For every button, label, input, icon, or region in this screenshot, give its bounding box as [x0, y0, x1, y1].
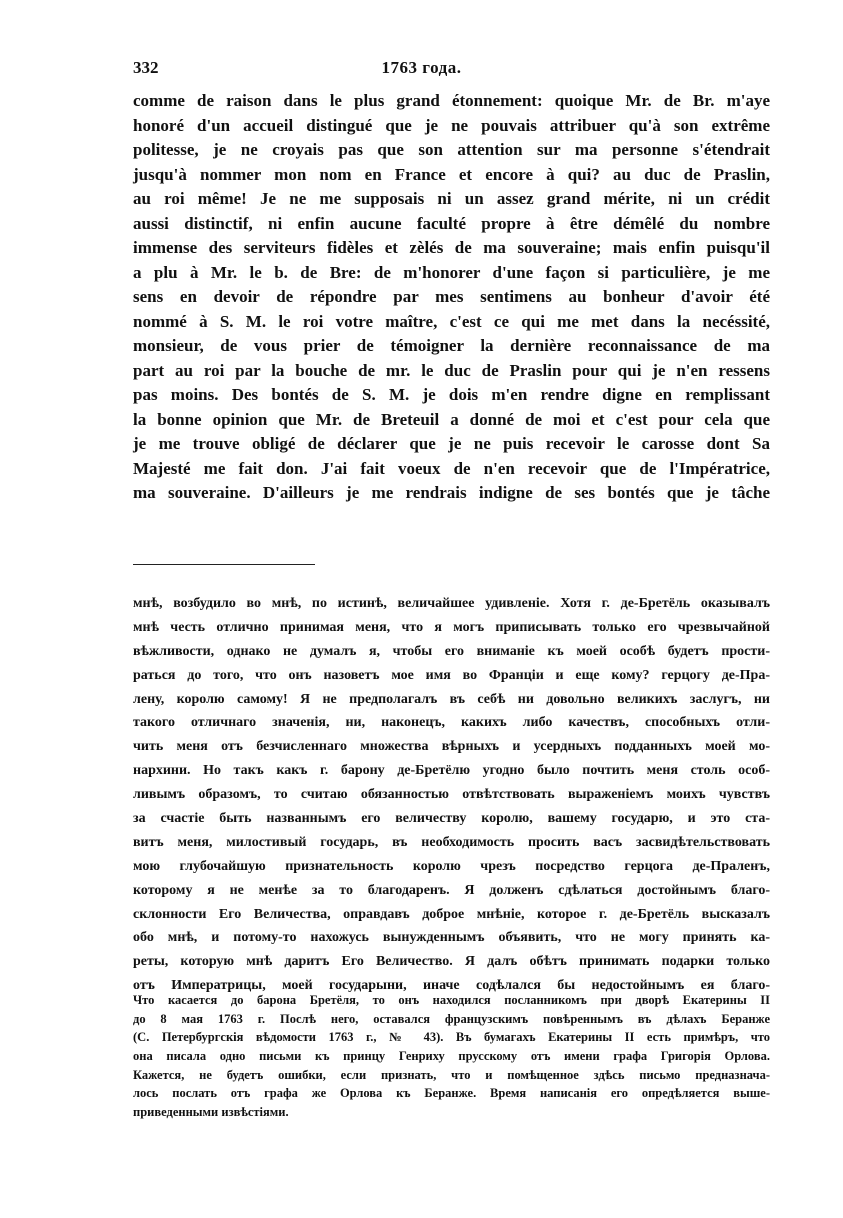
- text-line: ma souveraine. D'ailleurs je me rendrais indigne de ses bontés que je tâche: [133, 483, 770, 502]
- text-line: нархини. Но такъ какъ г. барону де-Бретёлю угодно было почтить меня столь особ-: [133, 763, 770, 779]
- text-line: pas moins. Des bontés de S. M. je dois m'en rendre digne en remplissant: [133, 385, 770, 404]
- text-line: она писала одно письми къ принцу Генриху прусскому отъ имени графа Григорія Орлова.: [133, 1049, 770, 1064]
- text-line: реты, которую мнѣ даритъ Его Величество. Я далъ обѣтъ принимать подарки только: [133, 954, 770, 970]
- footnote-divider: [133, 564, 315, 565]
- text-line: sens en devoir de répondre par mes sentimens au bonheur d'avoir été: [133, 287, 770, 306]
- text-line: мнѣ, возбудило во мнѣ, по истинѣ, величайшее удивленіе. Хотя г. де-Бретёль оказывалъ: [133, 596, 770, 611]
- text-line: чить меня отъ безчисленнаго множества вѣрныхъ и усердныхъ подданныхъ моей мо-: [133, 739, 770, 755]
- text-line: склонности Его Величества, оправдавъ доброе мнѣніе, которое г. де-Бретёль высказалъ: [133, 906, 770, 922]
- running-header: 1763 года.: [381, 58, 462, 77]
- text-line: Majesté me fait don. J'ai fait voeux de n'en recevoir que de l'Impératrice,: [133, 458, 770, 478]
- text-line: до 8 мая 1763 г. Послѣ него, оставался французскимъ повѣреннымъ въ дѣлахъ Беранже: [133, 1011, 770, 1026]
- text-line: мнѣ честь отлично принимая меня, что я могъ приписывать только его чрезвычайной: [133, 619, 770, 635]
- text-line: la bonne opinion que Mr. de Breteuil a donné de moi et c'est pour cela que: [133, 409, 770, 429]
- text-line: которому я не менѣе за то благодаренъ. Я долженъ сдѣлаться достойнымъ благо-: [133, 882, 770, 898]
- text-line: part au roi par la bouche de mr. le duc de Praslin pour qui je n'en ressens: [133, 360, 770, 380]
- text-line: au roi même! Je ne me supposais ni un assez grand mérite, ni un crédit: [133, 189, 770, 208]
- french-letter-text: [133, 89, 770, 506]
- text-line: nommé à S. M. le roi votre maître, c'est ce qui me met dans la necéssité,: [133, 311, 770, 331]
- text-line: jusqu'à nommer mon nom en France et encore à qui? au duc de Praslin,: [133, 164, 770, 184]
- text-line: Что касается до барона Бретёля, то онъ находился посланникомъ при дворѣ Екатерины II: [133, 993, 770, 1007]
- text-line: immense des serviteurs fidèles et zèlés de ma souveraine; mais enfin puisqu'il: [133, 238, 770, 257]
- text-line: обо мнѣ, и потому-то нахожусь вынужденнымъ объявить, что не могу принять ка-: [133, 930, 770, 946]
- text-line: Кажется, не будетъ ошибки, если признать, что и помѣщенное здѣсь письмо предназнача-: [133, 1067, 770, 1082]
- editorial-footnote: [133, 991, 770, 1122]
- text-line: politesse, je ne croyais pas que son attention sur ma personne s'étendrait: [133, 140, 770, 159]
- page-number: 332: [133, 58, 159, 77]
- text-line: раться до того, что онъ назоветъ мое имя во Франціи и еще кому? герцогу де-Пра-: [133, 667, 770, 683]
- text-line: aussi distinctif, ni enfin aucune faculté propre à être démêlé du nombre: [133, 213, 770, 233]
- text-line: (С. Петербургскія вѣдомости 1763 г., № 43). Въ бумагахъ Екатерины II есть примѣръ, что: [133, 1030, 770, 1045]
- text-line: приведенными извѣстіями.: [133, 1105, 289, 1120]
- text-line: вѣжливости, однако не думалъ я, чтобы его вниманіе къ моей особѣ будетъ прости-: [133, 643, 770, 659]
- russian-translation: [133, 592, 770, 998]
- text-line: comme de raison dans le plus grand étonnement: quoique Mr. de Br. m'aye: [133, 91, 770, 110]
- text-line: лось послать отъ графа же Орлова къ Беранже. Время написанія его опредѣляется выше-: [133, 1086, 770, 1101]
- text-line: витъ меня, милостивый государь, въ необходимость просить васъ засвидѣтельствовать: [133, 834, 770, 850]
- text-line: ливымъ образомъ, то считаю обязанностью отвѣтствовать выраженіемъ моихъ чувствъ: [133, 787, 770, 803]
- text-line: за счастіе быть названнымъ его величеству королю, вашему государю, и это ста-: [133, 811, 770, 827]
- text-line: monsieur, de vous prier de témoigner la dernière reconnaissance de ma: [133, 336, 770, 355]
- text-line: отъ Императрицы, моей государыни, иначе содѣлался бы недостойнымъ ея благо-: [133, 978, 770, 994]
- text-line: такого отличнаго значенія, ни, наконецъ, какихъ либо качествъ, способныхъ отли-: [133, 715, 770, 731]
- text-line: je me trouve obligé de déclarer que je ne puis recevoir le carosse dont Sa: [133, 434, 770, 453]
- text-line: мою глубочайшую признательность королю чрезъ посредство герцога де-Праленъ,: [133, 858, 770, 874]
- text-line: лену, королю самому! Я не предполагалъ въ себѣ ни довольно великихъ заслугъ, ни: [133, 691, 770, 707]
- text-line: honoré d'un accueil distingué que je ne pouvais attribuer qu'à son extrême: [133, 115, 770, 135]
- text-line: a plu à Mr. le b. de Bre: de m'honorer d'une façon si particulière, je me: [133, 262, 770, 282]
